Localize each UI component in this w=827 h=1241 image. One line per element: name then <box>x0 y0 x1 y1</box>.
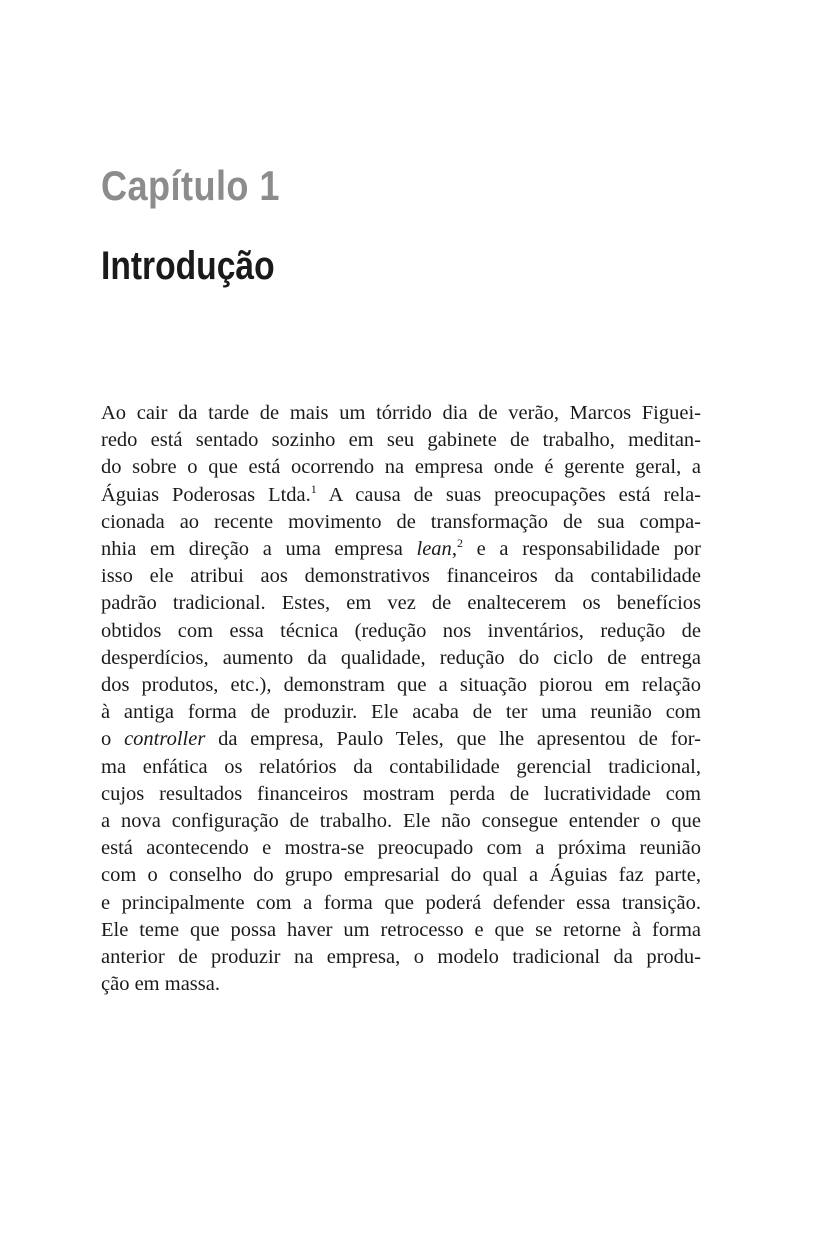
paragraph-line: isso ele atribui aos demonstrativos financeiros da contabilidade <box>101 565 701 588</box>
line-text: da empresa, Paulo Teles, que lhe apresentou de for- <box>205 728 702 751</box>
paragraph-line: a nova configuração de trabalho. Ele não consegue entender o que <box>101 810 701 833</box>
paragraph-line: padrão tradicional. Estes, em vez de enaltecerem os benefícios <box>101 592 701 615</box>
chapter-label: Capítulo 1 <box>101 162 280 209</box>
line-text: o <box>101 728 125 751</box>
line-text: e a responsabilidade por <box>462 538 701 561</box>
paragraph-line: está acontecendo e mostra-se preocupado com a próxima reunião <box>101 837 701 860</box>
paragraph-line: e principalmente com a forma que poderá defender essa transição. <box>101 891 701 914</box>
footnote-ref-1: 1 <box>310 481 317 496</box>
paragraph-line: Ao cair da tarde de mais um tórrido dia de verão, Marcos Figuei- <box>101 402 701 424</box>
line-text: A causa de suas preocupações está rela- <box>316 483 702 506</box>
paragraph-line: à antiga forma de produzir. Ele acaba de ter uma reunião com <box>101 701 701 724</box>
footnote-ref-2: 2 <box>456 536 463 551</box>
paragraph-line: dos produtos, etc.), demonstram que a situação piorou em relação <box>101 674 701 697</box>
chapter-title: Introdução <box>101 244 275 288</box>
paragraph-line: ma enfática os relatórios da contabilidade gerencial tradicional, <box>101 755 701 778</box>
paragraph-line: ção em massa. <box>101 973 220 996</box>
paragraph-line: do sobre o que está ocorrendo na empresa onde é gerente geral, a <box>101 456 701 479</box>
paragraph-line: obtidos com essa técnica (redução nos inventários, redução de <box>101 619 701 642</box>
italic-term-controller: controller <box>124 728 206 751</box>
paragraph-line <box>101 726 701 753</box>
paragraph-line: desperdícios, aumento da qualidade, redução do ciclo de entrega <box>101 646 701 669</box>
paragraph-line: redo está sentado sozinho em seu gabinete de trabalho, meditan- <box>101 429 701 452</box>
body-paragraph <box>101 400 701 998</box>
paragraph-line: anterior de produzir na empresa, o modelo tradicional da produ- <box>101 946 701 969</box>
line-text: , <box>451 538 457 561</box>
paragraph-line: com o conselho do grupo empresarial do qual a Águias faz parte, <box>101 864 701 887</box>
paragraph-line: Ele teme que possa haver um retrocesso e que se retorne à forma <box>101 918 701 941</box>
paragraph-line: cujos resultados financeiros mostram perda de lucratividade com <box>101 782 701 805</box>
paragraph-line <box>101 536 701 563</box>
paragraph-line <box>101 482 701 509</box>
line-text: nhia em direção a uma empresa <box>101 538 417 561</box>
italic-term-lean: lean <box>416 538 452 561</box>
paragraph-line: cionada ao recente movimento de transformação de sua compa- <box>101 510 701 533</box>
line-text: Águias Poderosas Ltda. <box>101 483 311 506</box>
